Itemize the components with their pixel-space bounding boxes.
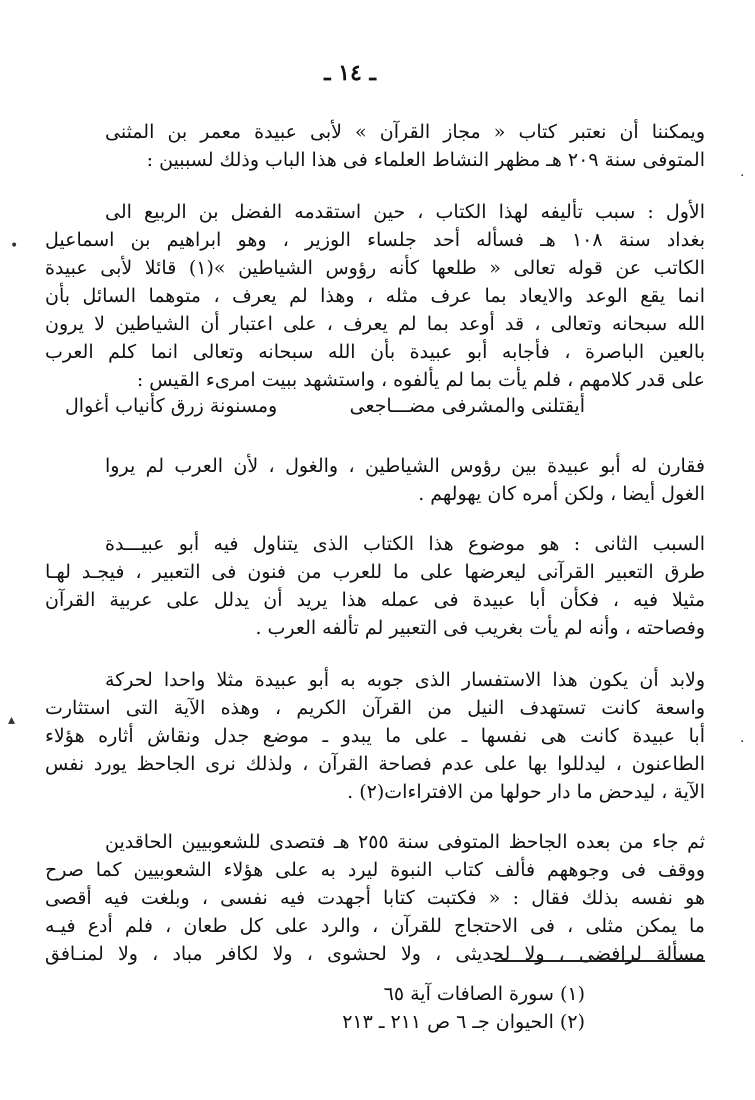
paragraph-2-line-5: الله سبحانه وتعالى ، قد أوعد بما لم يعرف ، على اعتبار أن الشياطين لا يرون <box>45 313 705 335</box>
paragraph-5-line-4: الطاعنون ، ليدللوا بها على عدم فصاحة القرآن ، ولذلك نرى الجاحظ يورد نفس <box>45 753 705 775</box>
paragraph-1-line-2: المتوفى سنة ٢٠٩ هـ مظهر النشاط العلماء فى هذا الباب وذلك لسببين : <box>146 149 705 171</box>
paragraph-2-line-6: بالعين الباصرة ، فأجابه أبو عبيدة بأن الله سبحانه وتعالى انما كلم العرب <box>45 341 705 363</box>
paragraph-1-line-1: ويمكننا أن نعتبر كتاب « مجاز القرآن » لأبى عبيدة معمر بن المثنى <box>105 121 705 143</box>
scan-speck: ▴ <box>8 712 16 728</box>
footnote-1: (١) سورة الصافات آية ٦٥ <box>383 983 585 1005</box>
paragraph-4-line-2: طرق التعبير القرآنى ليعرضها على ما للعرب من فنون فى التعبير ، فيجـد لهـا <box>45 561 705 583</box>
page-number: ـ ١٤ ـ <box>324 60 376 86</box>
paragraph-4-line-4: وفصاحته ، وأنه لم يأت بغريب فى التعبير لم تألفه العرب . <box>255 617 705 639</box>
paragraph-2-line-7: على قدر كلامهم ، فلم يأت بما لم يألفوه ، واستشهد ببيت امرىء القيس : <box>136 369 705 391</box>
footnote-separator <box>495 960 705 962</box>
paragraph-5-line-3: أبا عبيدة كانت هى نفسها ـ على ما يبدو ـ موضع جدل ونقاش أثاره هؤلاء <box>45 725 705 747</box>
paragraph-3-line-1: فقارن له أبو عبيدة بين رؤوس الشياطين ، والغول ، لأن العرب لم يروا <box>105 455 705 477</box>
paragraph-6-line-1: ثم جاء من بعده الجاحظ المتوفى سنة ٢٥٥ هـ فتصدى للشعوبيين الحاقدين <box>105 831 705 853</box>
paragraph-2-line-1: الأول : سبب تأليفه لهذا الكتاب ، حين استقدمه الفضل بن الربيع الى <box>105 201 705 223</box>
paragraph-6-line-2: ووقف فى وجوههم فألف كتاب النبوة ليرد به على هؤلاء الشعوبيين كما صرح <box>45 859 705 881</box>
paragraph-2-line-2: بغداد سنة ١٠٨ هـ فسأله أحد جلساء الوزير ، وهو ابراهيم بن اسماعيل <box>45 229 705 251</box>
paragraph-6-line-3: هو نفسه بذلك فقال : « فكتبت كتابا أجهدت فيه نفسى ، وبلغت فيه أقصى <box>45 887 705 909</box>
paragraph-2-line-3: الكاتب عن قوله تعالى « طلعها كأنه رؤوس الشياطين »(١) قائلا لأبى عبيدة <box>45 257 705 279</box>
paragraph-3-line-2: الغول أيضا ، ولكن أمره كان يهولهم . <box>418 483 705 505</box>
paragraph-4-line-3: مثيلا فيه ، فكأن أبا عبيدة فى عمله هذا يريد أن يدلل على عربية القرآن <box>45 589 705 611</box>
paragraph-5-line-5: الآية ، ليدحض ما دار حولها من الافتراءات(٢) . <box>347 781 705 803</box>
paragraph-6-line-4: ما يمكن مثلى ، فى الاحتجاج للقرآن ، والرد على كل طعان ، فلم أدع فيـه <box>45 915 705 937</box>
scan-speck: · <box>740 734 745 750</box>
verse-first-hemistich: أيقتلنى والمشرفى مضـــاجعى <box>349 395 585 417</box>
paragraph-2-line-4: انما يقع الوعد والايعاد بما عرف مثله ، وهذا لم يعرف ، متوهما السائل بأن <box>45 285 705 307</box>
paragraph-6-line-5: مسألة لرافضى ، ولا لحديثى ، ولا لحشوى ، ولا لكافر مباد ، ولا لمنـافق <box>45 943 705 965</box>
scan-speck: • <box>10 238 19 254</box>
paragraph-5-line-2: واسعة كانت تستهدف النيل من القرآن الكريم ، وهذه الآية التى استثارت <box>45 697 705 719</box>
footnote-2: (٢) الحيوان جـ ٦ ص ٢١١ ـ ٢١٣ <box>342 1011 585 1033</box>
verse-second-hemistich: ومسنونة زرق كأنياب أغوال <box>65 395 278 417</box>
paragraph-4-line-1: السبب الثانى : هو موضوع هذا الكتاب الذى يتناول فيه أبو عبيـــدة <box>105 533 705 555</box>
paragraph-5-line-1: ولابد أن يكون هذا الاستفسار الذى جوبه به أبو عبيدة مثلا واحدا لحركة <box>105 669 705 691</box>
poetry-verse <box>65 392 585 420</box>
scan-speck: · <box>740 168 745 184</box>
